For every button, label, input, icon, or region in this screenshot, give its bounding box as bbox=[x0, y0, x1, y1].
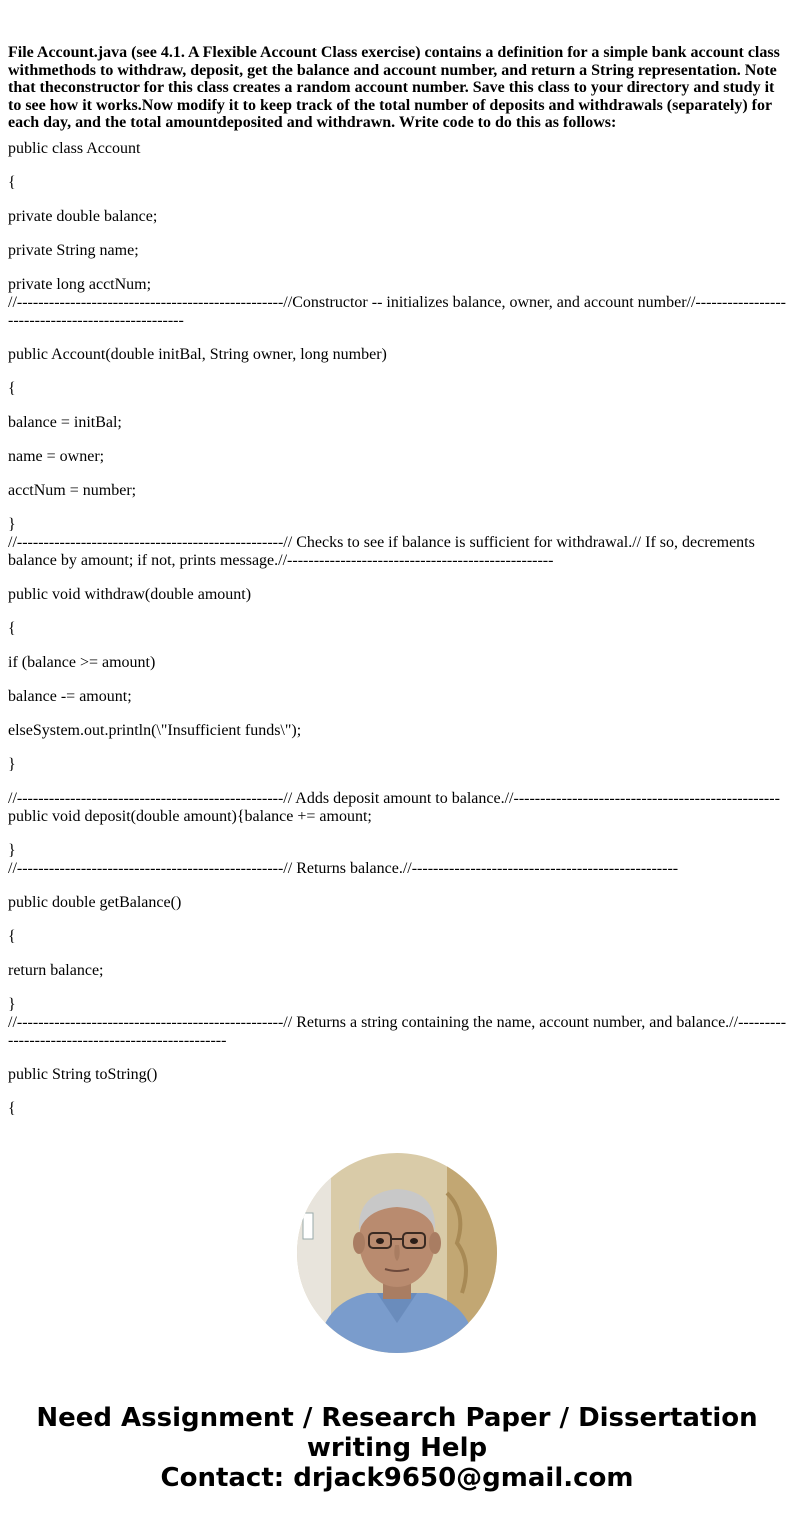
assignment-intro: File Account.java (see 4.1. A Flexible Account Class exercise) contains a definition for a simple bank account class withmethods to withdraw, deposit, get the balance and account number, and return a String representation. Note that theconstructor for this class creates a random account number. Save this class to your directory and study it to see how it works.Now modify it to keep track of the total number of deposits and withdrawals (separately) for each day, and the total amountdeposited and withdrawn. Write code to do this as follows: bbox=[8, 44, 780, 132]
code-line: { bbox=[8, 1099, 16, 1117]
contact-banner bbox=[0, 1403, 794, 1493]
code-line: private double balance; bbox=[8, 207, 158, 225]
code-line: { bbox=[8, 173, 16, 191]
code-line: } bbox=[8, 515, 16, 533]
code-line: public String toString() bbox=[8, 1065, 158, 1083]
code-line: private long acctNum; bbox=[8, 275, 152, 293]
avatar-portrait-image bbox=[297, 1153, 497, 1353]
code-line: return balance; bbox=[8, 961, 104, 979]
contact-email: Contact: drjack9650@gmail.com bbox=[160, 1463, 634, 1493]
document-content bbox=[8, 44, 788, 1122]
code-line: public Account(double initBal, String owner, long number) bbox=[8, 345, 387, 363]
code-line: public void deposit(double amount){balance += amount; bbox=[8, 807, 372, 825]
banner-line-2: writing Help bbox=[306, 1433, 488, 1463]
code-line: balance -= amount; bbox=[8, 687, 132, 705]
code-line: { bbox=[8, 619, 16, 637]
code-comment: //--------------------------------------------------// Returns a string containing the name, account number, and balance.//-------------------------------------------------- bbox=[8, 1013, 787, 1049]
code-comment: //--------------------------------------------------// Returns balance.//-------------------------------------------------- bbox=[8, 859, 679, 877]
code-line: private String name; bbox=[8, 241, 139, 259]
code-line: } bbox=[8, 995, 16, 1013]
code-comment: //--------------------------------------------------//Constructor -- initializes balance, owner, and account number//-------------------------------------------------- bbox=[8, 293, 786, 329]
code-comment: //--------------------------------------------------// Checks to see if balance is sufficient for withdrawal.// If so, decrements balance by amount; if not, prints message.//-------------------------------------------------- bbox=[8, 533, 755, 569]
author-avatar bbox=[297, 1153, 497, 1353]
code-line: { bbox=[8, 927, 16, 945]
code-comment: //--------------------------------------------------// Adds deposit amount to balance.//-------------------------------------------------- bbox=[8, 789, 780, 807]
code-line: } bbox=[8, 841, 16, 859]
banner-line-1: Need Assignment / Research Paper / Dissertation bbox=[36, 1403, 758, 1433]
code-line: public class Account bbox=[8, 139, 141, 157]
code-line: public double getBalance() bbox=[8, 893, 182, 911]
code-line: { bbox=[8, 379, 16, 397]
code-line: elseSystem.out.println(\"Insufficient funds\"); bbox=[8, 721, 302, 739]
code-line: if (balance >= amount) bbox=[8, 653, 156, 671]
code-line: balance = initBal; bbox=[8, 413, 122, 431]
code-line: acctNum = number; bbox=[8, 481, 137, 499]
code-line: name = owner; bbox=[8, 447, 105, 465]
code-line: } bbox=[8, 755, 16, 773]
code-line: public void withdraw(double amount) bbox=[8, 585, 252, 603]
